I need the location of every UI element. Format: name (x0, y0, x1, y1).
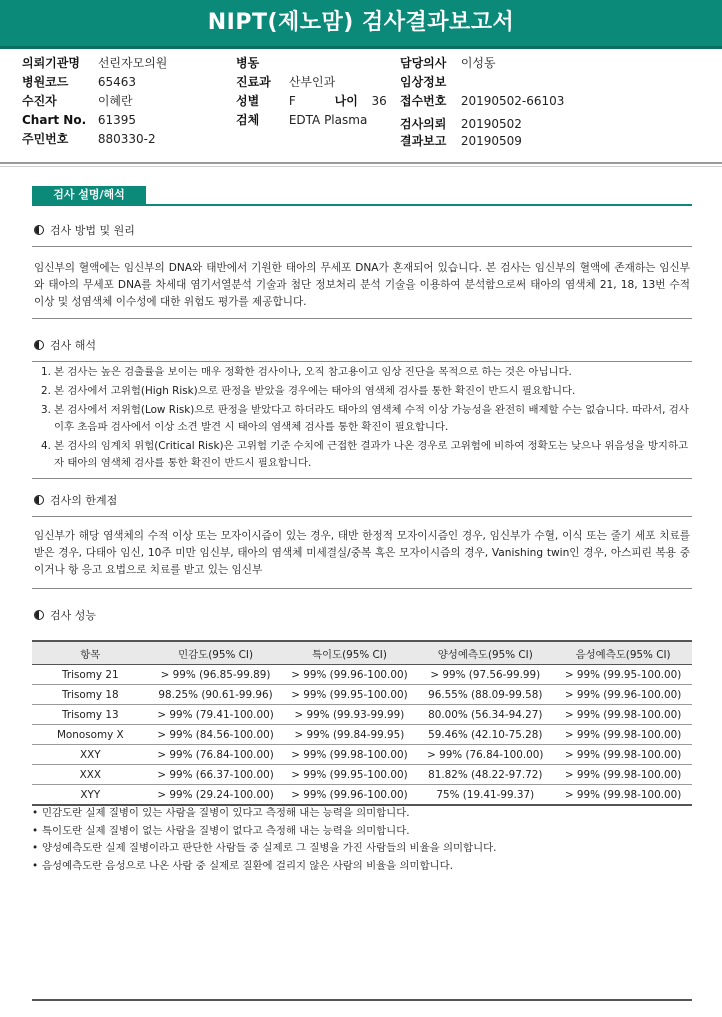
dept-value: 산부인과 (288, 75, 336, 89)
table-cell: > 99% (99.95-100.00) (283, 685, 417, 705)
interpretation-heading-text: 검사 해석 (50, 339, 97, 352)
interpretation-heading-rule (32, 361, 692, 362)
limitations-bottom-rule (32, 588, 692, 589)
report-value: 20190509 (460, 134, 522, 148)
method-heading-rule (32, 246, 692, 247)
specimen-row (236, 111, 367, 129)
specimen-label: 검체 (236, 113, 260, 127)
column-header: 음성예측도(95% CI) (554, 641, 692, 665)
performance-table (32, 640, 692, 806)
column-header: 특이도(95% CI) (283, 641, 417, 665)
request-row (400, 115, 522, 133)
dept-row (236, 73, 335, 91)
half-circle-icon (34, 225, 44, 235)
table-row (32, 745, 692, 765)
patient-label: 수진자 (22, 94, 57, 108)
table-row (32, 705, 692, 725)
table-cell: 81.82% (48.22-97.72) (416, 765, 554, 785)
doctor-value: 이성동 (460, 56, 496, 70)
table-cell: > 99% (29.24-100.00) (149, 785, 283, 806)
section-tab-underline (32, 204, 692, 206)
table-cell: 75% (19.41-99.37) (416, 785, 554, 806)
table-row (32, 725, 692, 745)
method-text: 임신부의 혈액에는 임신부의 DNA와 태반에서 기원한 태아의 무세포 DNA가 혼재되어 있습니다. 본 검사는 임신부의 혈액에 존재하는 임신부와 태아의 무세포 DNA를 차세대 염기서열분석 기술과 첨단 정보처리 분석 기술을 이용하여 분석함으로써 태아의 염색체 21, 18, 13번 수적 이상 및 성염색체 이수성에 대한 위험도 평가를 제공합니다. (34, 262, 690, 308)
receipt-row (400, 92, 564, 110)
table-cell: 80.00% (56.34-94.27) (416, 705, 554, 725)
table-row (32, 665, 692, 685)
method-heading-text: 검사 방법 및 원리 (50, 224, 135, 237)
table-cell: 98.25% (90.61-99.96) (149, 685, 283, 705)
table-cell: 59.46% (42.10-75.28) (416, 725, 554, 745)
list-number: 2. (41, 385, 51, 397)
column-header: 민감도(95% CI) (149, 641, 283, 665)
request-value: 20190502 (460, 117, 522, 131)
table-cell: Trisomy 13 (32, 705, 149, 725)
chart-value: 61395 (97, 113, 137, 127)
table-cell: > 99% (99.93-99.99) (283, 705, 417, 725)
header-divider-thin (0, 166, 722, 167)
table-cell: > 99% (99.98-100.00) (554, 705, 692, 725)
performance-notes (32, 805, 692, 875)
sex-row (236, 92, 387, 110)
list-number: 3. (41, 404, 51, 416)
receipt-label: 접수번호 (400, 94, 447, 108)
age-label: 나이 (334, 94, 358, 108)
list-item-text: 본 검사의 임계치 위험(Critical Risk)은 고위험 기준 수치에 근접한 결과가 나온 경우로 고위험에 비하여 정확도는 낮으나 위음성을 방지하고자 태아의 염색체 검사를 통한 확진이 반드시 필요합니다. (54, 440, 689, 469)
interpretation-heading (34, 338, 96, 354)
code-value: 65463 (97, 75, 137, 89)
id-label: 주민번호 (22, 132, 69, 146)
doctor-row (400, 54, 496, 72)
table-cell: XXX (32, 765, 149, 785)
ward-row (236, 54, 289, 72)
table-cell: > 99% (99.98-100.00) (283, 745, 417, 765)
table-cell: > 99% (99.98-100.00) (554, 745, 692, 765)
id-row (22, 130, 156, 148)
ward-label: 병동 (236, 56, 260, 70)
table-cell: > 99% (99.98-100.00) (554, 725, 692, 745)
chart-row (22, 111, 136, 129)
note-item: • 특이도란 실제 질병이 없는 사람을 질병이 없다고 측정해 내는 능력을 의미합니다. (32, 823, 692, 841)
patient-info (0, 54, 722, 158)
table-cell: > 99% (76.84-100.00) (416, 745, 554, 765)
id-value: 880330-2 (97, 132, 156, 146)
patient-row (22, 92, 133, 110)
header-divider (0, 162, 722, 164)
table-cell: XXY (32, 745, 149, 765)
receipt-value: 20190502-66103 (460, 94, 565, 108)
half-circle-icon (34, 610, 44, 620)
chart-label: Chart No. (22, 113, 87, 127)
method-bottom-rule (32, 318, 692, 319)
note-item: • 양성예측도란 실제 질병이라고 판단한 사람들 중 실제로 그 질병을 가진 사람들의 비율을 의미합니다. (32, 840, 692, 858)
half-circle-icon (34, 340, 44, 350)
section-tab: 검사 설명/해석 (32, 186, 146, 204)
table-cell: > 99% (99.84-99.95) (283, 725, 417, 745)
list-item (34, 438, 690, 472)
note-item: • 음성예측도란 음성으로 나온 사람 중 실제로 질환에 걸리지 않은 사람의 비율을 의미합니다. (32, 858, 692, 876)
hospital-value: 선린자모의원 (97, 56, 168, 70)
table-cell: > 99% (99.98-100.00) (554, 785, 692, 806)
hospital-label: 의뢰기관명 (22, 56, 80, 70)
list-item-text: 본 검사에서 저위험(Low Risk)으로 판정을 받았다고 하더라도 태아의 염색체 수적 이상 가능성을 완전히 배제할 수는 없습니다. 따라서, 검사 이후 초음파 검사에서 이상 소견 발견 시 태아의 염색체 검사를 통한 확진이 필요합니다. (54, 404, 689, 433)
sex-value: F (288, 94, 296, 108)
table-cell: Monosomy X (32, 725, 149, 745)
interpretation-bottom-rule (32, 478, 692, 479)
table-cell: > 99% (76.84-100.00) (149, 745, 283, 765)
list-item (34, 402, 690, 436)
limitations-heading-rule (32, 516, 692, 517)
list-number: 4. (41, 440, 51, 452)
table-cell: 96.55% (88.09-99.58) (416, 685, 554, 705)
table-row (32, 785, 692, 806)
hospital-row (22, 54, 167, 72)
table-cell: Trisomy 18 (32, 685, 149, 705)
column-header: 항목 (32, 641, 149, 665)
list-item (34, 383, 690, 400)
performance-heading (34, 608, 96, 624)
limitations-heading (34, 493, 117, 509)
list-item-text: 본 검사에서 고위험(High Risk)으로 판정을 받았을 경우에는 태아의 염색체 검사를 통한 확진이 반드시 필요합니다. (54, 385, 576, 397)
list-item (34, 364, 690, 381)
sex-label: 성별 (236, 94, 260, 108)
table-row (32, 765, 692, 785)
clinical-label: 임상정보 (400, 75, 447, 89)
method-heading (34, 223, 135, 239)
clinical-row (400, 73, 461, 91)
request-label: 검사의뢰 (400, 117, 447, 131)
list-number: 1. (41, 366, 51, 378)
table-cell: > 99% (79.41-100.00) (149, 705, 283, 725)
report-row (400, 132, 522, 150)
age-value: 36 (371, 94, 387, 108)
table-cell: > 99% (66.37-100.00) (149, 765, 283, 785)
patient-value: 이혜란 (97, 94, 133, 108)
performance-heading-text: 검사 성능 (50, 609, 97, 622)
table-cell: XYY (32, 785, 149, 806)
dept-label: 진료과 (236, 75, 271, 89)
code-row (22, 73, 136, 91)
table-cell: > 99% (99.96-100.00) (554, 685, 692, 705)
interpretation-list (34, 364, 690, 472)
half-circle-icon (34, 495, 44, 505)
report-title: NIPT(제노맘) 검사결과보고서 (0, 0, 722, 49)
table-header-row (32, 641, 692, 665)
table-row (32, 685, 692, 705)
table-cell: > 99% (96.85-99.89) (149, 665, 283, 685)
table-cell: > 99% (99.96-100.00) (283, 665, 417, 685)
table-cell: > 99% (99.95-100.00) (554, 665, 692, 685)
table-cell: > 99% (97.56-99.99) (416, 665, 554, 685)
table-cell: Trisomy 21 (32, 665, 149, 685)
table-cell: > 99% (84.56-100.00) (149, 725, 283, 745)
list-item-text: 본 검사는 높은 검출률을 보이는 매우 정확한 검사이나, 오직 참고용이고 임상 진단을 목적으로 하는 것은 아닙니다. (54, 366, 572, 378)
specimen-value: EDTA Plasma (288, 113, 368, 127)
limitations-text: 임신부가 해당 염색체의 수적 이상 또는 모자이시즘이 있는 경우, 태반 한정적 모자이시즘인 경우, 임신부가 수혈, 이식 또는 줄기 세포 치료를 받은 경우, 다태아 임신, 10주 미만 임신부, 태아의 염색체 미세결실/중복 혹은 모자이시즘의 경우, Vanishing twin인 경우, 아스피린 복용 중이거나 항 응고 요법으로 치료를 받고 있는 임신부 (34, 530, 690, 576)
table-cell: > 99% (99.96-100.00) (283, 785, 417, 806)
footer-rule (32, 999, 692, 1001)
column-header: 양성예측도(95% CI) (416, 641, 554, 665)
code-label: 병원코드 (22, 75, 69, 89)
note-item: • 민감도란 실제 질병이 있는 사람을 질병이 있다고 측정해 내는 능력을 의미합니다. (32, 805, 692, 823)
doctor-label: 담당의사 (400, 56, 447, 70)
report-label: 결과보고 (400, 134, 447, 148)
table-cell: > 99% (99.98-100.00) (554, 765, 692, 785)
table-cell: > 99% (99.95-100.00) (283, 765, 417, 785)
limitations-heading-text: 검사의 한계점 (50, 494, 118, 507)
